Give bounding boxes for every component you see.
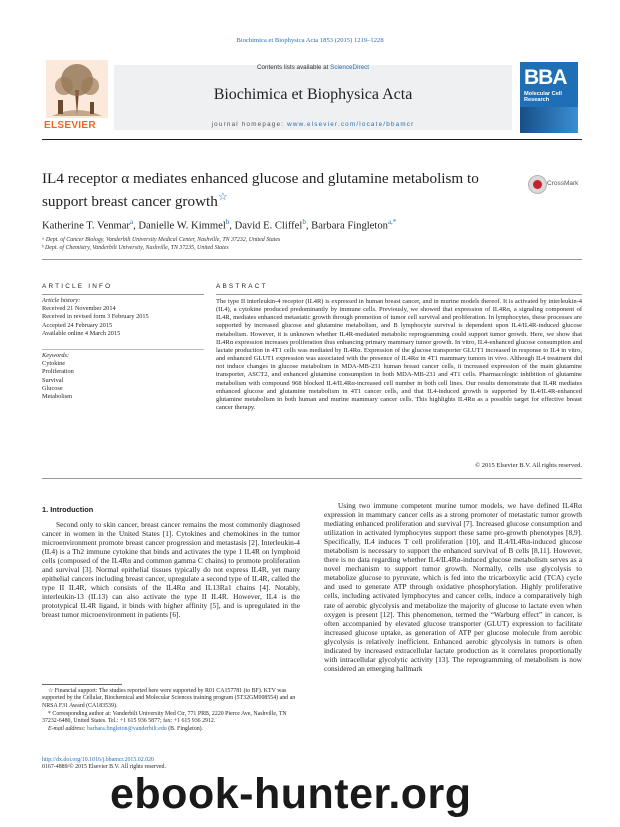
history-item: Accepted 24 February 2015 — [42, 321, 113, 329]
keyword: Glucose — [42, 384, 63, 392]
title-footnote-mark[interactable]: ☆ — [217, 191, 228, 203]
email-link[interactable]: barbara.fingleton@vanderbilt.edu — [87, 726, 167, 733]
keywords — [42, 352, 204, 401]
crossmark-icon — [528, 175, 547, 194]
divider — [42, 478, 582, 479]
divider — [42, 294, 204, 295]
history-item: Available online 4 March 2015 — [42, 329, 121, 337]
article-info-heading: ARTICLE INFO — [42, 283, 113, 290]
elsevier-tree-logo — [46, 60, 108, 118]
email-footnote: E-mail address: barbara.fingleton@vanderbilt.edu (B. Fingleton). — [48, 726, 204, 733]
keyword: Cytokine — [42, 360, 66, 368]
copyright: © 2015 Elsevier B.V. All rights reserved. — [475, 462, 582, 469]
publisher-logo: ELSEVIER — [44, 120, 96, 131]
journal-reference[interactable]: Biochimica et Biophysica Acta 1853 (2015) 1219–1228 — [236, 37, 384, 44]
header-divider — [42, 139, 582, 140]
history-label: Article history: — [42, 297, 81, 304]
cover-subtitle: Molecular Cell Research — [524, 91, 562, 104]
article-history — [42, 297, 204, 338]
corresponding-footnote: * Corresponding author at: Vanderbilt University Med Ctr, 771 PRB, 2220 Pierce Ave, Nashville, TN 37232-6480, United States. Tel.: +1 615 936 5877; fax: +1 615 936 2912. — [42, 710, 287, 725]
author-list: Katherine T. Venmar$^a$, Danielle W. Kimmel$^b$, David E. Cliffel$^b$, Barbara Fingleton$^{a,*}$ — [42, 218, 397, 232]
homepage-link[interactable]: www.elsevier.com/locate/bbamcr — [287, 121, 415, 128]
affiliation: ᵃ Dept. of Cancer Biology, Vanderbilt University Medical Center, Nashville, TN 37232, United States — [42, 237, 281, 243]
author[interactable]: Barbara Fingleton — [311, 220, 388, 232]
crossmark-label: CrossMark — [547, 180, 579, 187]
journal-cover — [520, 62, 578, 133]
history-item: Received in revised form 3 February 2015 — [42, 313, 149, 321]
keyword: Survival — [42, 376, 64, 384]
footnotes — [42, 688, 300, 735]
contents-line: Contents lists available at ScienceDirect — [256, 64, 369, 71]
author[interactable]: Katherine T. Venmar — [42, 220, 130, 232]
keyword: Proliferation — [42, 368, 74, 376]
journal-banner — [114, 65, 512, 130]
keyword: Metabolism — [42, 393, 73, 401]
article-title: IL4 receptor α mediates enhanced glucose and glutamine metabolism to support breast cancer growth☆ — [42, 170, 479, 211]
abstract-heading: ABSTRACT — [216, 283, 268, 290]
crossmark-button[interactable] — [528, 175, 584, 195]
divider — [42, 349, 204, 350]
journal-title: Biochimica et Biophysica Acta — [213, 86, 413, 103]
body-column-left — [42, 520, 300, 620]
footnote-divider — [42, 684, 122, 685]
keywords-label: Keywords: — [42, 352, 70, 359]
paragraph: Second only to skin cancer, breast cancer remains the most commonly diagnosed cancer in women in the United States [1]. Cytokines and chemokines in the tumor microenvironment promote breast cancer progression and metastasis [2]. Interleukin-4 (IL4) is a Th2 immune cytokine that binds and activates the type 1 IL4R on lymphoid cells (composed of the IL4Rα and common gamma C chains) to promote proliferation and survival [3]. Normal epithelial tissues typically do not express IL4R, yet many epithelial cancers including breast cancer, upregulate a second type of IL4R, called the type II IL4R, which consists of the IL4Rα and IL13Ra1 chains [4]. Notably, interleukin-13 (IL13) can also activate the type II IL4R. However, IL4 is the prototypical IL4R ligand, it binds with higher affinity [5], and is upregulated in the breast tumor microenvironment in patients [6]. — [42, 520, 300, 620]
author[interactable]: David E. Cliffel — [234, 220, 303, 232]
cover-image — [520, 107, 578, 133]
sciencedirect-link[interactable]: ScienceDirect — [330, 64, 369, 71]
watermark: ebook-hunter.org — [110, 770, 472, 818]
paragraph: Using two immune competent murine tumor models, we have defined IL4Rα expression in mammary cancer cells as a strong promoter of metastatic tumor growth mediating enhanced proliferation and survival [7]. Increased glucose consumption and utilization in activated lymphocytes support these same pro-growth phenotypes [8,9]. Specifically, IL4 induces T cell proliferation [10], and IL4/IL4Rα-induced glucose metabolism is necessary to support the enhanced survival of B cells [8,11]. However, there is no data regarding whether IL4/IL4Rα-induced glucose metabolism serves as a novel mechanism to support tumor growth. Normally, cells use glycolysis to metabolize glucose to pyruvate, which is fed into the tricarboxylic acid (TCA) cycle and used to generate ATP through oxidative phosphorylation. Highly proliferative cells, including activated lymphocytes and cancer cells, induce a comparatively high rate of aerobic glycolysis and metabolize the majority of glucose to lactate even when oxygen is present [12]. This phenomenon, termed the “Warburg effect” in cancer, is often accompanied by elevated glucose transporter (GLUT) expression to facilitate increased glucose uptake, as generation of ATP per glucose molecule from aerobic glycolysis is relatively inefficient. Enhanced aerobic glycolysis in tumors is often indicated by increased extracellular lactate production as it correlates proportionally with intracellular glycolytic activity [13]. The reprogramming of metabolism is now considered an emerging hallmark — [324, 501, 582, 673]
journal-header — [42, 60, 582, 135]
doi-link[interactable]: http://dx.doi.org/10.1016/j.bbamcr.2015.02.020 — [42, 757, 154, 763]
section-heading: 1. Introduction — [42, 505, 94, 514]
journal-homepage: journal homepage: www.elsevier.com/locate/bbamcr — [211, 121, 415, 128]
issn-line: 0167-4889/© 2015 Elsevier B.V. All rights reserved. — [42, 764, 166, 771]
cover-title: BBA — [524, 66, 567, 89]
divider — [216, 294, 582, 295]
history-item: Received 21 November 2014 — [42, 305, 116, 313]
funding-footnote: ☆ Financial support: The studies reported here were supported by R01 CA157781 (to BF). KTV was supported by the Cellular, Biochemical and Molecular Sciences training program (5T32GM008554) and an NRSA F31 Award (CA183539). — [42, 688, 296, 709]
divider — [42, 259, 582, 260]
author[interactable]: Danielle W. Kimmel — [138, 220, 226, 232]
abstract-text: The type II interleukin-4 receptor (IL4R) is expressed in human breast cancer, and in murine models thereof. It is activated by interleukin-4 (IL4), a cytokine produced predominantly by immune cells. Previously, we showed that expression of IL4Rα, a signaling component of IL4R, mediates enhanced metastatic growth through promotion of tumor cell survival and proliferation. In lymphocytes, these processes are supported by increased glucose and glutamine metabolism, and B lymphocyte survival is dependent upon IL4/IL4R-induced glucose metabolism. However, it is unknown whether IL4R-mediated metabolic reprogramming could support tumor growth. Here, we show that IL4Rα expression increases proliferation thus enhancing primary mammary tumor growth. In vitro, IL4-enhanced glucose consumption and lactate production in 4T1 cells was mediated by IL4Rα. Expression of the glucose transporter GLUT1 increased in response to IL4 in vitro, and enhanced GLUT1 expression was associated with the presence of IL4Rα in 4T1 mammary tumors in vivo. Although IL4 treatment did not induce changes in glucose metabolism in MDA-MB-231 human breast cancer cells, it increased expression of the main glutamine transporter, ASCT2, and enhanced glutamine consumption in both MDA-MB-231 and 4T1 cells. Pharmacologic inhibition of glutamine metabolism with compound 968 blocked IL4/IL4Rα-increased cell number in both cell lines. Our results demonstrate that IL4R mediates enhanced glucose and glutamine metabolism in 4T1 cancer cells, and that IL4-induced growth is supported by IL4/IL4R-enhanced glutamine metabolism in both human and murine mammary cancer cells. This highlights IL4Rα as a possible target for effective breast cancer therapy. — [216, 298, 582, 412]
body-column-right — [324, 501, 582, 673]
affiliation: ᵇ Dept. of Chemistry, Vanderbilt University, Nashville, TN 37235, United States — [42, 245, 229, 251]
